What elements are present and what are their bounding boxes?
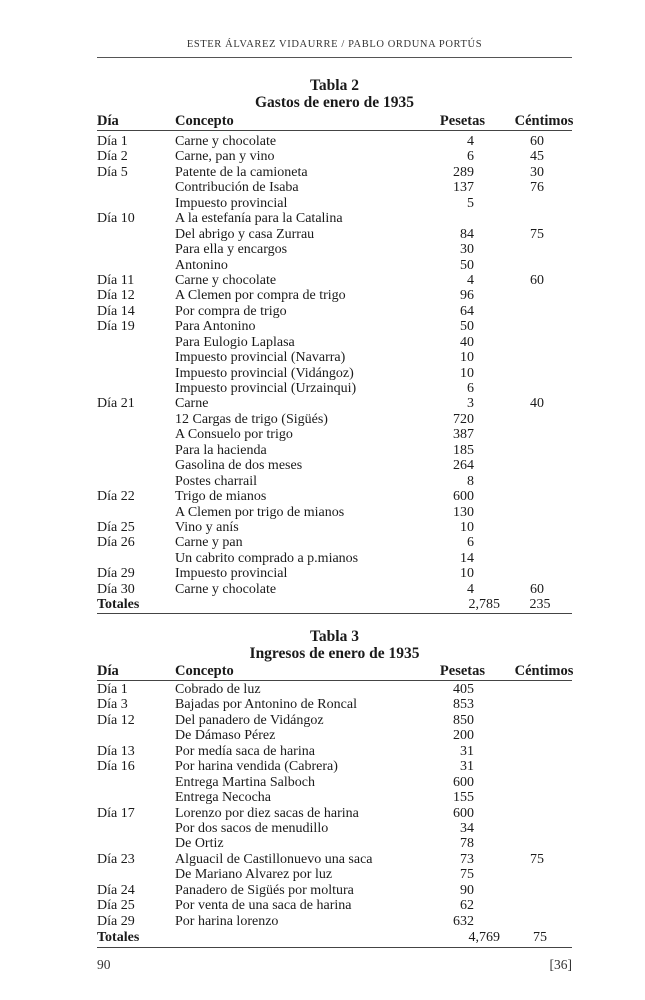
table-row [97,211,572,226]
table-3-header-rule [97,680,572,681]
concept-cell: Gasolina de dos meses [175,458,303,474]
table-row [97,165,572,180]
day-cell: Día 21 [97,396,135,412]
concept-cell: Carne y pan [175,535,243,551]
pesetas-cell: 4 [467,581,474,597]
table-row [97,180,572,195]
table-3-title: Tabla 3 [310,628,359,645]
table-row [97,790,572,805]
concept-cell: 12 Cargas de trigo (Sigüés) [175,411,328,427]
concept-cell: Para ella y encargos [175,242,288,258]
table-row [97,227,572,242]
table-row [97,582,572,597]
table-2-subtitle: Gastos de enero de 1935 [254,94,414,111]
totals-centimos: 75 [533,930,547,945]
table-row [97,304,572,319]
table-3-bottom-rule [97,947,572,948]
table-row [97,520,572,535]
concept-cell: Por harina lorenzo [175,913,279,929]
pesetas-cell: 31 [460,759,474,775]
concept-cell: Panadero de Sigüés por moltura [175,882,354,898]
table-row [97,713,572,728]
concept-cell: Carne [175,396,209,412]
table-row [97,443,572,458]
centimos-cell: 30 [530,164,544,180]
pesetas-cell: 10 [460,566,474,582]
concept-cell: Bajadas por Antonino de Roncal [175,697,357,713]
table-row [97,242,572,257]
concept-cell: Para Antonino [175,319,256,335]
column-header-pesetas: Pesetas [439,113,485,129]
concept-cell: A Clemen por compra de trigo [175,288,346,304]
day-cell: Día 12 [97,288,135,304]
pesetas-cell: 4 [467,272,474,288]
table-row [97,288,572,303]
centimos-cell: 60 [530,581,544,597]
day-cell: Día 3 [97,697,128,713]
table-row [97,149,572,164]
concept-cell: Vino y anís [175,519,239,535]
concept-cell: Por harina vendida (Cabrera) [175,759,338,775]
concept-cell: Patente de la camioneta [175,164,308,180]
day-cell: Día 23 [97,851,135,867]
table-row [97,728,572,743]
day-cell: Día 12 [97,712,135,728]
day-cell: Día 22 [97,489,135,505]
pesetas-cell: 6 [467,381,474,396]
concept-cell: De Mariano Alvarez por luz [175,867,333,883]
totals-centimos: 235 [529,597,551,612]
concept-cell: Para Eulogio Laplasa [175,334,295,350]
pesetas-cell: 600 [453,489,474,505]
table-row [97,396,572,411]
day-cell: Día 2 [97,149,128,165]
column-header-dia: Día [97,663,119,679]
day-cell: Día 19 [97,319,135,335]
column-header-centimos: Céntimos [514,663,574,679]
day-cell: Día 24 [97,882,135,898]
table-3-subtitle: Ingresos de enero de 1935 [249,645,420,662]
centimos-cell: 60 [530,272,544,288]
table-row [97,759,572,774]
column-header-concepto: Concepto [175,113,234,129]
day-cell: Día 14 [97,303,135,319]
pesetas-cell: 4 [467,134,474,149]
pesetas-cell: 50 [460,319,474,335]
concept-cell: Carne y chocolate [175,134,277,149]
table-row [97,366,572,381]
table-row [97,134,572,149]
centimos-cell: 75 [530,226,544,242]
table-row [97,412,572,427]
table-row [97,697,572,712]
day-cell: Día 13 [97,743,135,759]
table-3-header-row [97,663,572,680]
totals-row [97,930,572,945]
pesetas-cell: 5 [467,195,474,211]
pesetas-cell: 137 [453,180,474,196]
day-cell: Día 1 [97,682,128,697]
pesetas-cell: 853 [453,697,474,713]
concept-cell: Carne y chocolate [175,272,277,288]
column-header-concepto: Concepto [175,663,234,679]
concept-cell: Por medía saca de harina [175,743,315,759]
pesetas-cell: 155 [453,790,474,806]
pesetas-cell: 200 [453,728,474,744]
concept-cell: Antonino [175,257,228,273]
concept-cell: A la estefanía para la Catalina [175,211,343,227]
table-2-header-row [97,113,572,130]
day-cell: Día 25 [97,898,135,914]
concept-cell: A Clemen por trigo de mianos [175,504,345,520]
table-row [97,914,572,929]
pesetas-cell: 387 [453,427,474,443]
concept-cell: Entrega Martina Salboch [175,774,315,790]
table-3 [97,663,572,680]
concept-cell: Carne y chocolate [175,581,277,597]
concept-cell: Impuesto provincial [175,566,288,582]
pesetas-cell: 62 [460,898,474,914]
pesetas-cell: 720 [453,411,474,427]
concept-cell: Por dos sacos de menudillo [175,820,329,836]
pesetas-cell: 30 [460,242,474,258]
concept-cell: Impuesto provincial (Urzainqui) [175,381,357,396]
pesetas-cell: 405 [453,682,474,697]
day-cell: Día 16 [97,759,135,775]
concept-cell: Un cabrito comprado a p.mianos [175,550,359,566]
pesetas-cell: 6 [467,149,474,165]
pesetas-cell: 40 [460,334,474,350]
pesetas-cell: 3 [467,396,474,412]
pesetas-cell: 850 [453,712,474,728]
pesetas-cell: 14 [460,550,474,566]
table-2-title: Tabla 2 [310,77,359,94]
day-cell: Día 10 [97,211,135,227]
day-cell: Día 1 [97,134,128,149]
day-cell: Día 29 [97,913,135,929]
table-row [97,319,572,334]
pesetas-cell: 31 [460,743,474,759]
table-row [97,744,572,759]
pesetas-cell: 90 [460,882,474,898]
totals-label: Totales [97,930,140,945]
table-row [97,836,572,851]
table-3-totals-row [97,930,572,945]
concept-cell: Del panadero de Vidángoz [175,712,324,728]
day-cell: Día 17 [97,805,135,821]
totals-label: Totales [97,597,140,612]
pesetas-cell: 10 [460,519,474,535]
concept-cell: Alguacil de Castillonuevo una saca [175,851,373,867]
table-row [97,566,572,581]
pesetas-cell: 130 [453,504,474,520]
bracket-number: [36] [549,957,572,972]
day-cell: Día 30 [97,581,135,597]
pesetas-cell: 6 [467,535,474,551]
pesetas-cell: 185 [453,442,474,458]
concept-cell: De Ortiz [175,836,224,852]
concept-cell: Postes charrail [175,473,258,489]
pesetas-cell: 289 [453,164,474,180]
running-head-rule [97,57,572,58]
concept-cell: Entrega Necocha [175,790,271,806]
concept-cell: Por compra de trigo [175,303,287,319]
concept-cell: Carne, pan y vino [175,149,275,165]
concept-cell: Por venta de una saca de harina [175,898,352,914]
concept-cell: Lorenzo por diez sacas de harina [175,805,359,821]
table-row [97,458,572,473]
table-2-bottom-rule [97,613,572,614]
table-row [97,474,572,489]
table-row [97,258,572,273]
table-row [97,273,572,288]
centimos-cell: 75 [530,851,544,867]
pesetas-cell: 10 [460,350,474,366]
table-row [97,821,572,836]
concept-cell: Para la hacienda [175,442,267,458]
column-header-dia: Día [97,113,119,129]
column-header-pesetas: Pesetas [439,663,485,679]
day-cell: Día 5 [97,164,128,180]
table-row [97,867,572,882]
totals-pesetas: 4,769 [468,930,500,945]
table-2-body [97,134,572,597]
pesetas-cell: 600 [453,774,474,790]
table-row [97,551,572,566]
table-row [97,898,572,913]
centimos-cell: 45 [530,149,544,165]
day-cell: Día 29 [97,566,135,582]
pesetas-cell: 96 [460,288,474,304]
table-row [97,427,572,442]
totals-row [97,597,572,612]
pesetas-cell: 64 [460,303,474,319]
column-header-centimos: Céntimos [514,113,574,129]
table-row [97,682,572,697]
pesetas-cell: 8 [467,473,474,489]
running-head: ESTER ÁLVAREZ VIDAURRE / PABLO ORDUNA PORTÚS [186,39,483,50]
day-cell: Día 26 [97,535,135,551]
centimos-cell: 76 [530,180,544,196]
concept-cell: Impuesto provincial [175,195,288,211]
pesetas-cell: 10 [460,365,474,381]
pesetas-cell: 84 [460,226,474,242]
concept-cell: Contribución de Isaba [175,180,299,196]
table-2-header-rule [97,130,572,131]
pesetas-cell: 34 [460,820,474,836]
concept-cell: Cobrado de luz [175,682,261,697]
table-row [97,535,572,550]
table-row [97,489,572,504]
page-number: 90 [97,957,111,972]
pesetas-cell: 75 [460,867,474,883]
day-cell: Día 11 [97,272,135,288]
table-row [97,335,572,350]
totals-pesetas: 2,785 [468,597,500,612]
table-row [97,505,572,520]
concept-cell: Impuesto provincial (Navarra) [175,350,346,366]
centimos-cell: 60 [530,134,544,149]
table-row [97,381,572,396]
table-3-body [97,682,572,929]
table-row [97,775,572,790]
table-row [97,883,572,898]
pesetas-cell: 264 [453,458,474,474]
pesetas-cell: 73 [460,851,474,867]
pesetas-cell: 78 [460,836,474,852]
table-2-totals-row [97,597,572,612]
day-cell: Día 25 [97,519,135,535]
centimos-cell: 40 [530,396,544,412]
concept-cell: Del abrigo y casa Zurrau [175,226,315,242]
table-row [97,196,572,211]
pesetas-cell: 50 [460,257,474,273]
concept-cell: Impuesto provincial (Vidángoz) [175,365,354,381]
table-2 [97,113,572,130]
concept-cell: De Dámaso Pérez [175,728,276,744]
table-row [97,350,572,365]
concept-cell: A Consuelo por trigo [175,427,293,443]
concept-cell: Trigo de mianos [175,489,267,505]
pesetas-cell: 600 [453,805,474,821]
table-row [97,806,572,821]
table-row [97,852,572,867]
pesetas-cell: 632 [453,913,474,929]
